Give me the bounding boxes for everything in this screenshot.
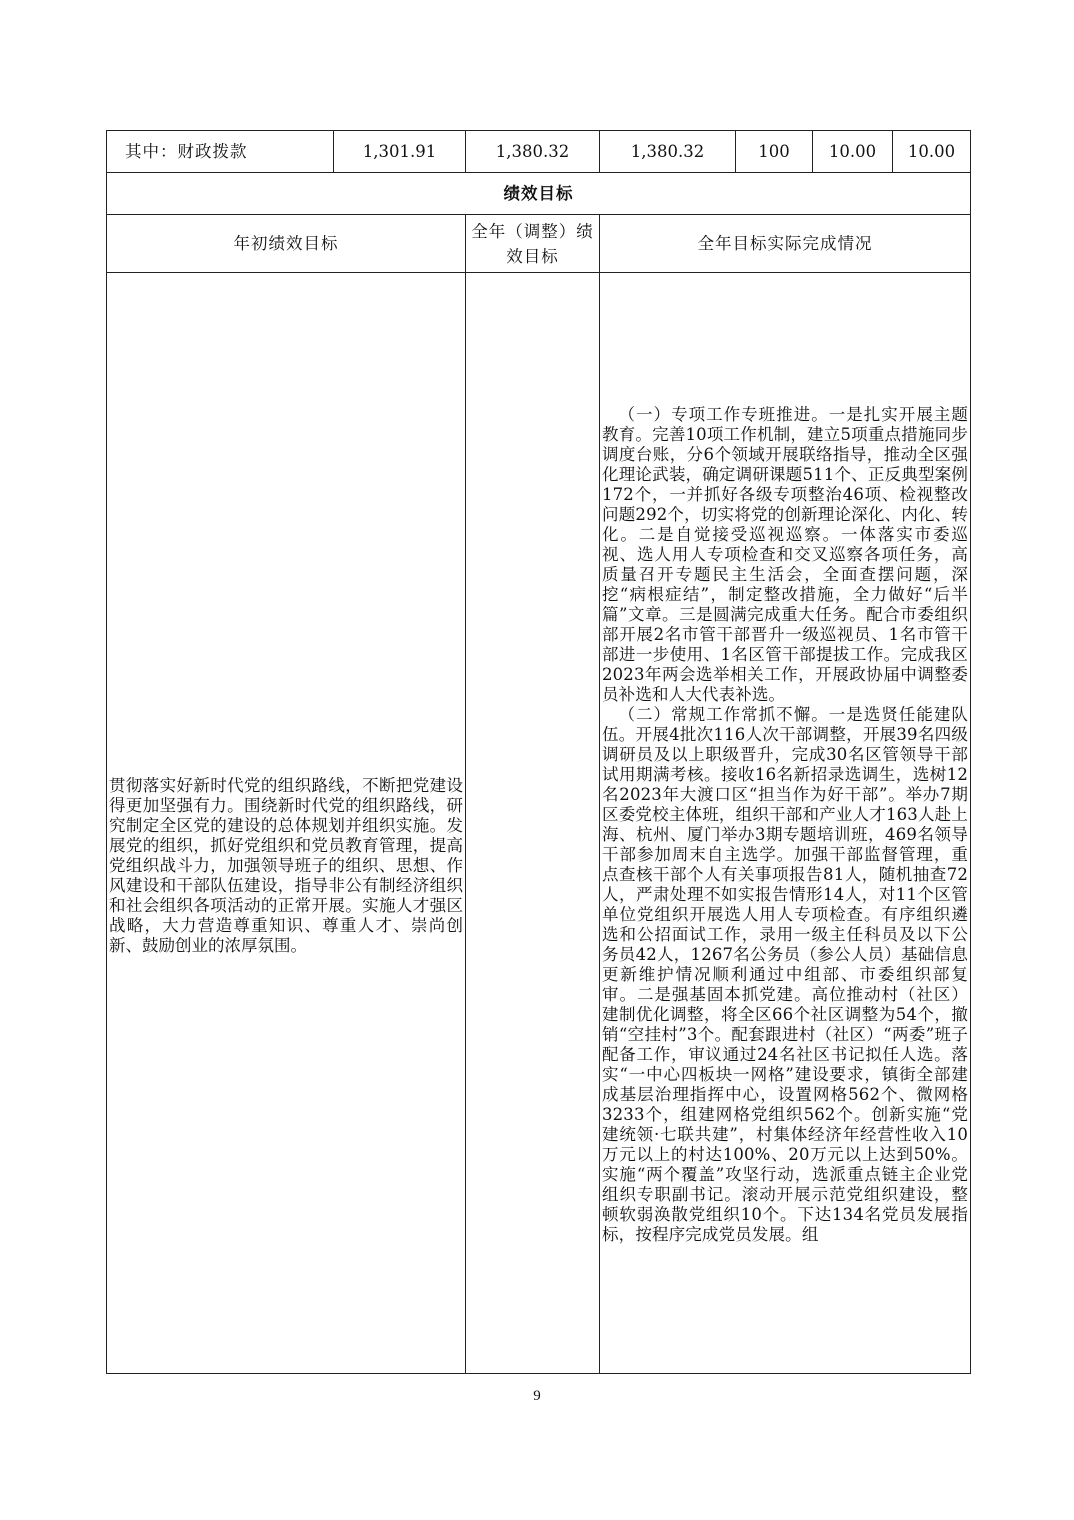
header-actual: 全年目标实际完成情况 (600, 215, 971, 273)
section-title: 绩效目标 (107, 173, 971, 215)
budget-label: 其中：财政拨款 (107, 131, 334, 173)
section-title-row (107, 173, 971, 215)
adjusted-goal-cell (466, 273, 600, 1374)
budget-value-4: 100 (736, 131, 813, 173)
content-row (107, 273, 971, 1374)
actual-paragraph-1: （一）专项工作专班推进。一是扎实开展主题教育。完善10项工作机制，建立5项重点措施同步调度台账，分6个领域开展联络指导，推动全区强化理论武装，确定调研课题511个、正反典型案例172个，一并抓好各级专项整治46项、检视整改问题292个，切实将党的创新理论深化、内化、转化。二是自觉接受巡视巡察。一体落实市委巡视、选人用人专项检查和交叉巡察各项任务，高质量召开专题民主生活会，全面查摆问题，深挖“病根症结”，制定整改措施，全力做好“后半篇”文章。三是圆满完成重大任务。配合市委组织部开展2名市管干部晋升一级巡视员、1名市管干部进一步使用、1名区管干部提拔工作。完成我区2023年两会选举相关工作，开展政协届中调整委员补选和人大代表补选。 (602, 404, 969, 704)
initial-goal-cell (107, 273, 466, 1374)
actual-paragraph-2: （二）常规工作常抓不懈。一是选贤任能建队伍。开展4批次116人次干部调整，开展39名四级调研员及以上职级晋升，完成30名区管领导干部试用期满考核。接收16名新招录选调生，选树12名2023年大渡口区“担当作为好干部”。举办7期区委党校主体班，组织干部和产业人才163人赴上海、杭州、厦门举办3期专题培训班，469名领导干部参加周末自主选学。加强干部监督管理，重点查核干部个人有关事项报告81人，随机抽查72人，严肃处理不如实报告情形14人，对11个区管单位党组织开展选人用人专项检查。有序组织遴选和公招面试工作，录用一级主任科员及以下公务员42人，1267名公务员（参公人员）基础信息更新维护情况顺利通过中组部、市委组织部复审。二是强基固本抓党建。高位推动村（社区）建制优化调整，将全区66个社区调整为54个，撤销“空挂村”3个。配套跟进村（社区）“两委”班子配备工作，审议通过24名社区书记拟任人选。落实“一中心四板块一网格”建设要求，镇街全部建成基层治理指挥中心，设置网格562个、微网格3233个，组建网格党组织562个。创新实施“党建统领·七联共建”，村集体经济年经营性收入10万元以上的村达100%、20万元以上达到50%。实施“两个覆盖”攻坚行动，选派重点链主企业党组织专职副书记。滚动开展示范党组织建设，整顿软弱涣散党组织10个。下达134名党员发展指标，按程序完成党员发展。组 (602, 704, 969, 1244)
budget-value-6: 10.00 (893, 131, 971, 173)
page-number: 9 (533, 1388, 541, 1404)
budget-value-3: 1,380.32 (600, 131, 736, 173)
header-initial-goal: 年初绩效目标 (107, 215, 466, 273)
initial-goal-text: 贯彻落实好新时代党的组织路线，不断把党建设得更加坚强有力。围绕新时代党的组织路线，研究制定全区党的建设的总体规划并组织实施。发展党的组织，抓好党组织和党员教育管理，提高党组织战斗力，加强领导班子的组织、思想、作风建设和干部队伍建设，指导非公有制经济组织和社会组织各项活动的正常开展。实施人才强区战略，大力营造尊重知识、尊重人才、崇尚创新、鼓励创业的浓厚氛围。 (109, 776, 463, 955)
header-adjusted-goal: 全年（调整）绩效目标 (466, 215, 600, 273)
actual-completion-cell (600, 273, 971, 1374)
budget-value-5: 10.00 (813, 131, 893, 173)
header-row (107, 215, 971, 273)
performance-table (106, 130, 971, 1374)
budget-row (107, 131, 971, 173)
budget-value-1: 1,301.91 (334, 131, 466, 173)
budget-value-2: 1,380.32 (466, 131, 600, 173)
